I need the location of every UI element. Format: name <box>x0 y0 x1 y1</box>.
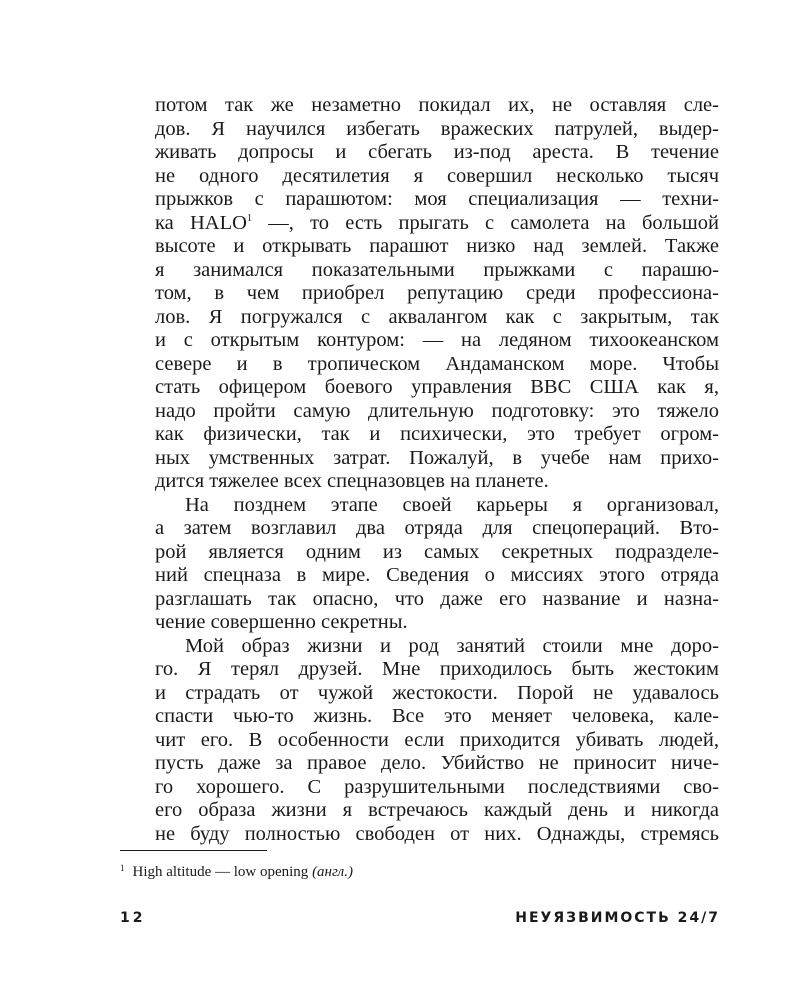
text-line: живать допросы и сбегать из-под ареста. В течение <box>155 141 719 163</box>
text-line: а затем возглавил два отряда для спецопераций. Вто- <box>155 517 719 539</box>
text-line: не буду полностью свободен от них. Однажды, стремясь <box>155 822 719 845</box>
text-line: том, в чем приобрел репутацию среди профессиона- <box>155 282 719 304</box>
text-line: дится тяжелее всех спецназовцев на планете. <box>155 470 549 492</box>
text-line: прыжков с парашютом: моя специализация — техни- <box>155 188 719 210</box>
text-fragment: ка HALO <box>155 211 247 234</box>
text-line: ных умственных затрат. Пожалуй, в учебе нам прихо- <box>155 446 719 469</box>
text-line: го. Я терял друзей. Мне приходилось быть жестоким <box>155 658 719 680</box>
page-number: 12 <box>120 910 146 926</box>
text-line: Мой образ жизни и род занятий стоили мне доро- <box>185 634 719 657</box>
text-line: чит его. В особенности если приходится убивать людей, <box>155 728 719 751</box>
body-text <box>155 94 719 846</box>
text-line: стать офицером боевого управления ВВС США как я, <box>155 376 719 398</box>
footnote <box>120 858 353 882</box>
text-line: высоте и открывать парашют низко над землей. Также <box>155 235 719 257</box>
text-line: и с открытым контуром: — на ледяном тихоокеанском <box>155 329 719 351</box>
text-line: лов. Я погружался с аквалангом как с закрытым, так <box>155 305 719 328</box>
text-line: На позднем этапе своей карьеры я организовал, <box>185 493 719 516</box>
text-line: спасти чью-то жизнь. Все это меняет человека, кале- <box>155 705 719 727</box>
running-title: НЕУЯЗВИМОСТЬ 24/7 <box>515 910 720 926</box>
text-line: чение совершенно секретны. <box>155 611 408 633</box>
footnote-reference: 1 <box>246 212 252 224</box>
text-line-with-footnote <box>155 212 719 236</box>
text-line: рой является одним из самых секретных подразделе- <box>155 540 719 563</box>
text-line: как физически, так и психически, это требует огром- <box>155 423 719 445</box>
text-line: не одного десятилетия я совершил несколько тысяч <box>155 164 719 187</box>
text-fragment: —, то есть прыгать с самолета на большой <box>251 211 719 234</box>
text-line: го хорошего. С разрушительными последствиями сво- <box>155 775 719 798</box>
text-line: дов. Я научился избегать вражеских патрулей, выдер- <box>155 117 719 140</box>
text-line: я занимался показательными прыжками с парашю- <box>155 258 719 281</box>
footnote-language: (англ.) <box>312 864 353 880</box>
footnote-text: High altitude — low opening <box>132 864 313 880</box>
text-line: ний спецназа в мире. Сведения о миссиях этого отряда <box>155 564 719 586</box>
text-line: разглашать так опасно, что даже его название и назна- <box>155 587 719 610</box>
text-line: севере и в тропическом Андаманском море. Чтобы <box>155 352 719 375</box>
text-line: надо пройти самую длительную подготовку: это тяжело <box>155 399 719 422</box>
text-line: и страдать от чужой жестокости. Порой не удавалось <box>155 681 719 704</box>
footnote-divider <box>120 850 267 851</box>
footnote-number: 1 <box>120 863 125 873</box>
paragraph-1 <box>155 94 719 494</box>
paragraph-3 <box>155 635 719 847</box>
paragraph-2 <box>155 494 719 635</box>
text-line: потом так же незаметно покидал их, не оставляя сле- <box>155 94 719 116</box>
text-line: пусть даже за правое дело. Убийство не приносит ниче- <box>155 752 719 774</box>
text-line: его образа жизни я встречаюсь каждый день и никогда <box>155 799 719 821</box>
